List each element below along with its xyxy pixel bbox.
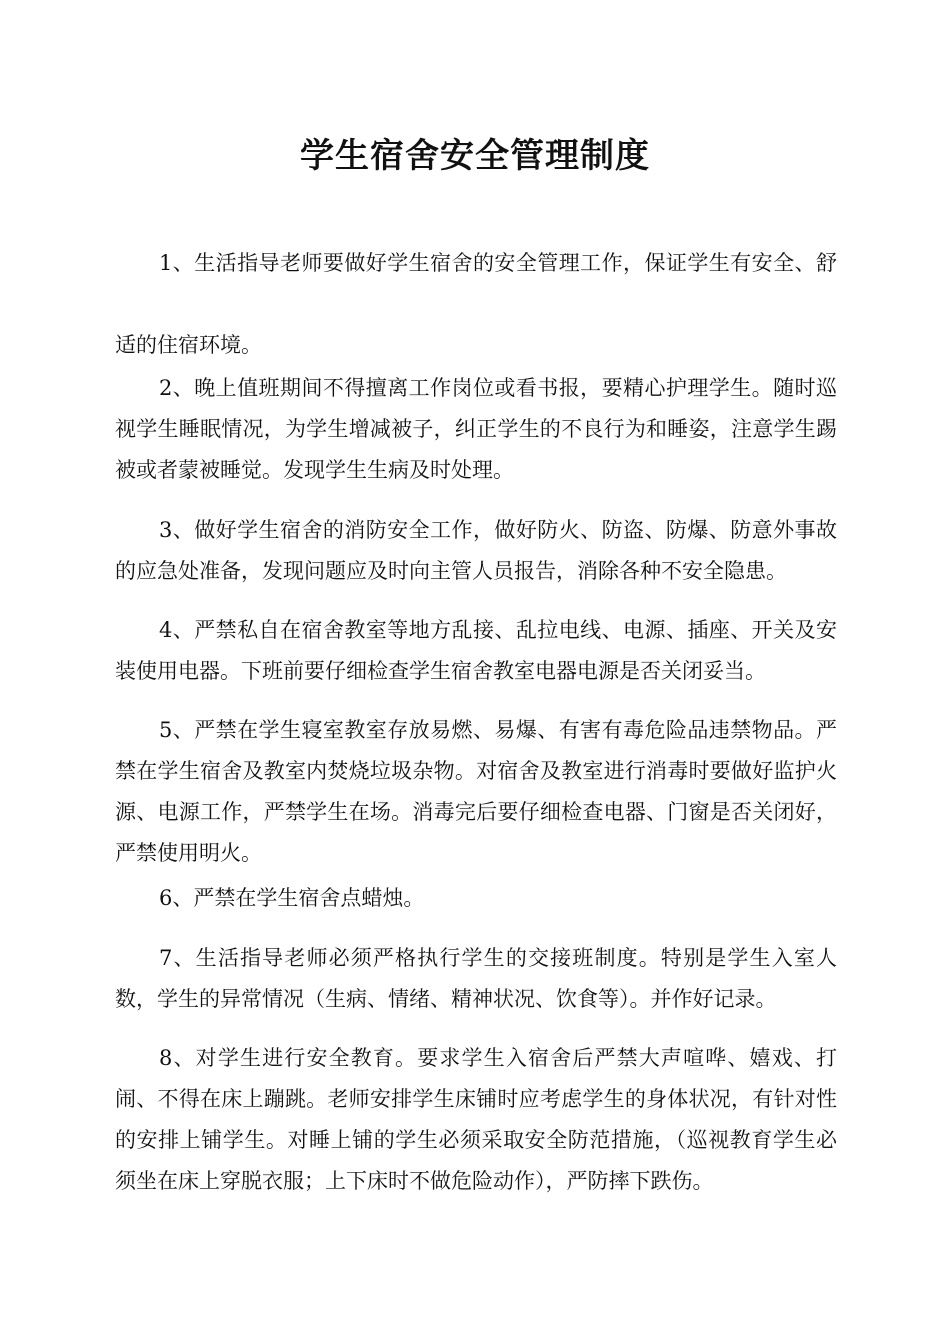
rule-paragraph-6: 6、严禁在学生宿舍点蜡烛。 [159, 886, 425, 910]
rule-paragraph-5: 5、严禁在学生寝室教室存放易燃、易爆、有害有毒危险品违禁物品。严禁在学生宿舍及教室内焚烧垃圾杂物。对宿舍及教室进行消毒时要做好监护火源、电源工作，严禁学生在场。消毒完后要仔细检查电器、门窗是否关闭好，严禁使用明火。 [115, 718, 837, 865]
rule-paragraph-4: 4、严禁私自在宿舍教室等地方乱接、乱拉电线、电源、插座、开关及安装使用电器。下班前要仔细检查学生宿舍教室电器电源是否关闭妥当。 [115, 618, 837, 683]
rule-paragraph-8: 8、对学生进行安全教育。要求学生入宿舍后严禁大声喧哗、嬉戏、打闹、不得在床上蹦跳。老师安排学生床铺时应考虑学生的身体状况，有针对性的安排上铺学生。对睡上铺的学生必须采取安全防范措施，（巡视教育学生必须坐在床上穿脱衣服；上下床时不做危险动作），严防摔下跌伤。 [115, 1046, 837, 1193]
rule-paragraph-1: 1、生活指导老师要做好学生宿舍的安全管理工作，保证学生有安全、舒适的住宿环境。 [115, 251, 837, 357]
rule-paragraph-7: 7、生活指导老师必须严格执行学生的交接班制度。特别是学生入室人数，学生的异常情况（生病、情绪、精神状况、饮食等）。并作好记录。 [115, 946, 837, 1011]
rule-paragraph-2: 2、晚上值班期间不得擅离工作岗位或看书报，要精心护理学生。随时巡视学生睡眠情况，为学生增减被子，纠正学生的不良行为和睡姿，注意学生踢被或者蒙被睡觉。发现学生生病及时处理。 [115, 376, 837, 482]
document-title: 学生宿舍安全管理制度 [300, 136, 650, 176]
rule-paragraph-3: 3、做好学生宿舍的消防安全工作，做好防火、防盗、防爆、防意外事故的应急处准备，发现问题应及时向主管人员报告，消除各种不安全隐患。 [115, 518, 837, 583]
